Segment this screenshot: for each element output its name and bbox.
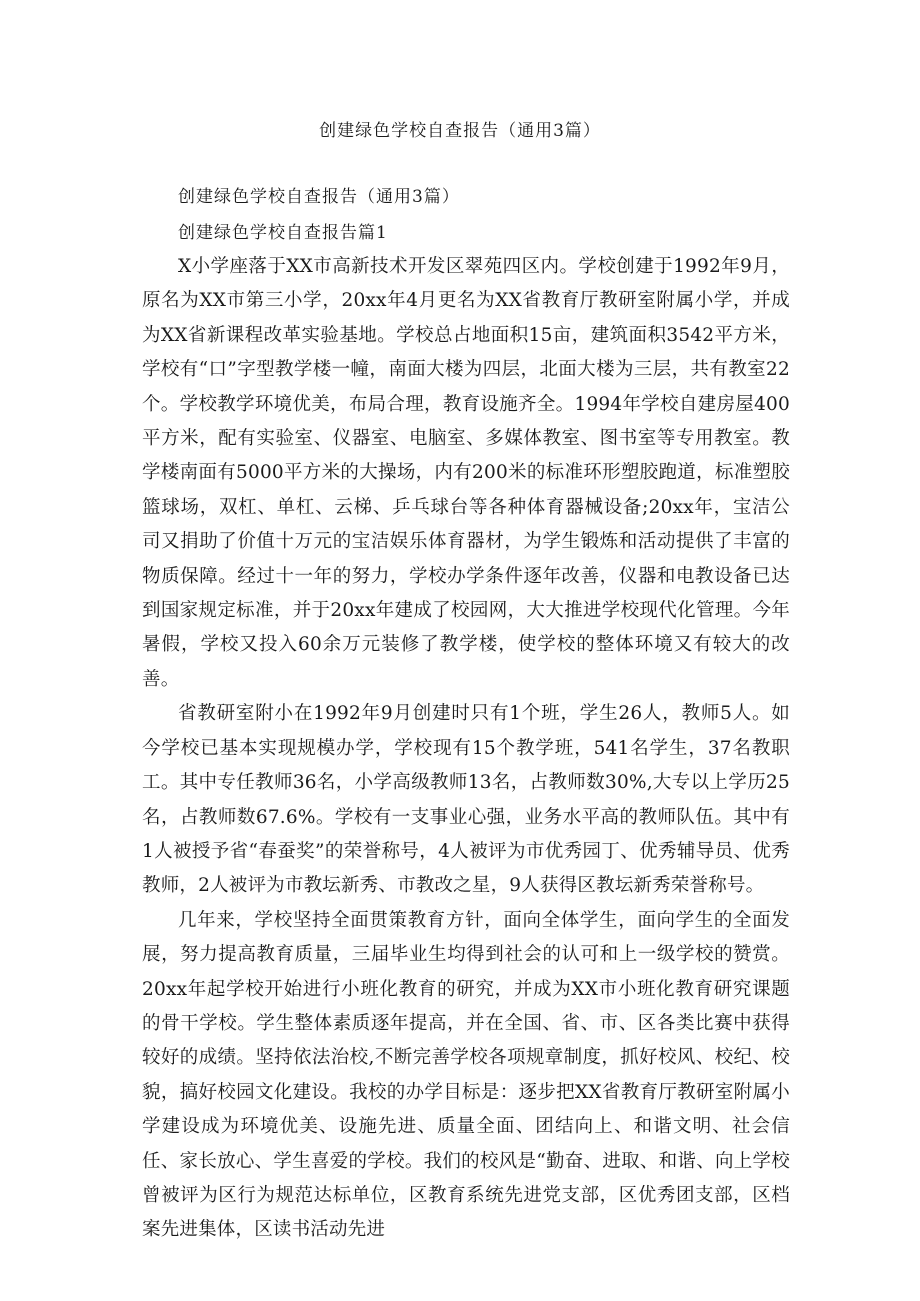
document-body: [142, 250, 790, 1248]
document-subtitle: 创建绿色学校自查报告（通用3篇）: [178, 187, 460, 207]
paragraph-1: X小学座落于XX市高新技术开发区翠苑四区内。学校创建于1992年9月，原名为XX市第三小学，20xx年4月更名为XX省教育厅教研室附属小学，并成为XX省新课程改革实验基地。学校总占地面积15亩，建筑面积3542平方米，学校有“口”字型教学楼一幢，南面大楼为四层，北面大楼为三层，共有教室22个。学校教学环境优美，布局合理，教育设施齐全。1994年学校自建房屋400平方米，配有实验室、仪器室、电脑室、多媒体教室、图书室等专用教室。教学楼南面有5000平方米的大操场，内有200米的标准环形塑胶跑道，标准塑胶篮球场，双杠、单杠、云梯、乒乓球台等各种体育器械设备;20xx年，宝洁公司又捐助了价值十万元的宝洁娱乐体育器材，为学生锻炼和活动提供了丰富的物质保障。经过十一年的努力，学校办学条件逐年改善，仪器和电教设备已达到国家规定标准，并于20xx年建成了校园网，大大推进学校现代化管理。今年暑假，学校又投入60余万元装修了教学楼，使学校的整体环境又有较大的改善。: [142, 256, 790, 690]
paragraph-3: 几年来，学校坚持全面贯策教育方针，面向全体学生，面向学生的全面发展，努力提高教育质量，三届毕业生均得到社会的认可和上一级学校的赞赏。20xx年起学校开始进行小班化教育的研究，并成为XX市小班化教育研究课题的骨干学校。学生整体素质逐年提高，并在全国、省、市、区各类比赛中获得较好的成绩。坚持依法治校,不断完善学校各项规章制度，抓好校风、校纪、校貌，搞好校园文化建设。我校的办学目标是：逐步把XX省教育厅教研室附属小学建设成为环境优美、设施先进、质量全面、团结向上、和谐文明、社会信任、家长放心、学生喜爱的学校。我们的校风是“勤奋、进取、和谐、向上学校曾被评为区行为规范达标单位，区教育系统先进党支部，区优秀团支部，区档案先进集体，区读书活动先进: [142, 909, 790, 1241]
paragraph-2: 省教研室附小在1992年9月创建时只有1个班，学生26人，教师5人。如今学校已基本实现规模办学，学校现有15个教学班，541名学生，37名教职工。其中专任教师36名，小学高级教师13名，占教师数30%,大专以上学历25名，占教师数67.6%。学校有一支事业心强，业务水平高的教师队伍。其中有1人被授予省“春蚕奖”的荣誉称号，4人被评为市优秀园丁、优秀辅导员、优秀教师，2人被评为市教坛新秀、市教改之星，9人获得区教坛新秀荣誉称号。: [142, 703, 790, 897]
document-title: 创建绿色学校自查报告（通用3篇）: [319, 121, 601, 141]
section-heading: 创建绿色学校自查报告篇1: [178, 223, 388, 243]
